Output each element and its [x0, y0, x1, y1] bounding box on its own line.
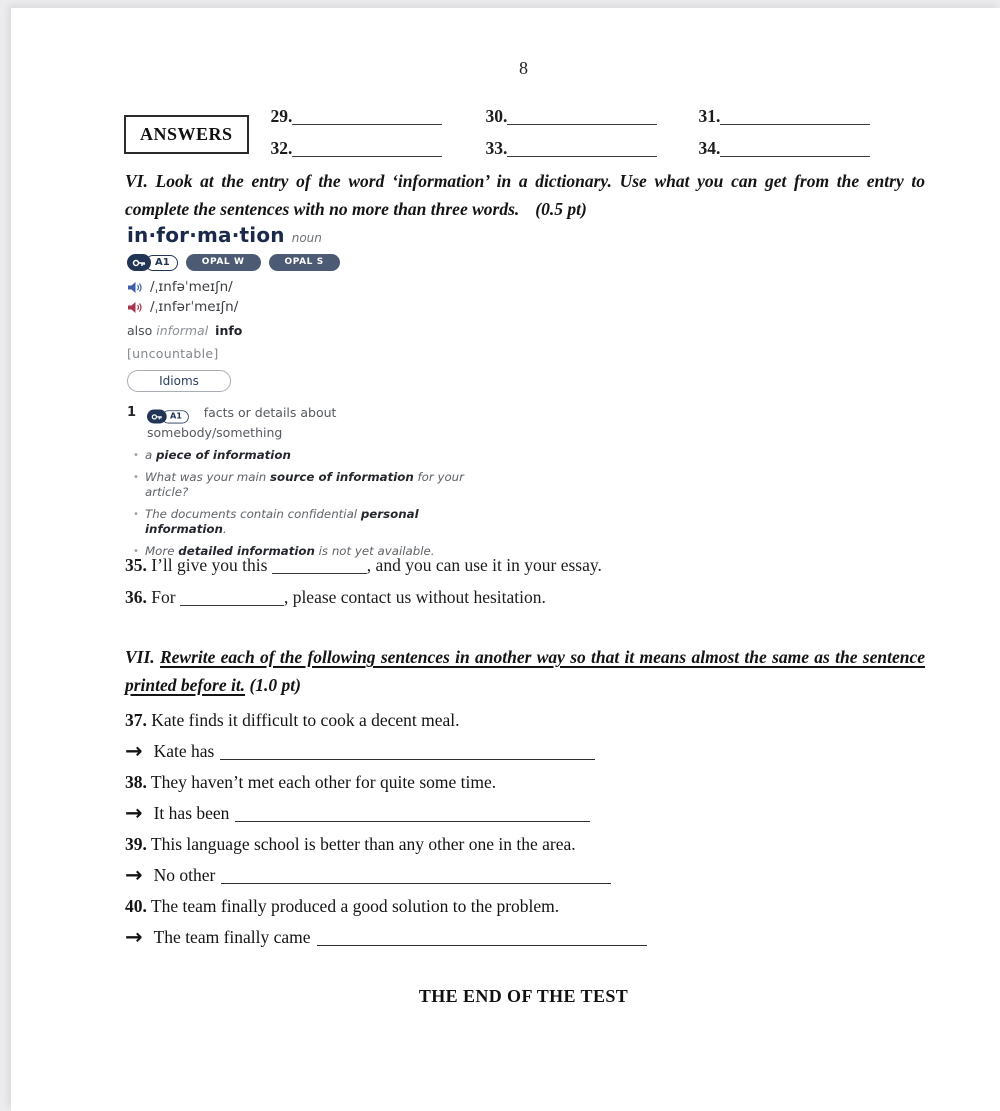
- answer-number: 30.: [485, 106, 508, 126]
- example-text: [145, 448, 475, 463]
- rewrite-sentence: [125, 829, 925, 860]
- dictionary-headword: in·for·ma·tion: [127, 223, 285, 247]
- cefr-level-badge: A1: [162, 409, 189, 422]
- key-icon: [147, 409, 167, 423]
- dictionary-example: [133, 448, 475, 463]
- speaker-icon-blue: [127, 281, 143, 294]
- question-text: , and you can use it in your essay.: [366, 555, 602, 575]
- section7-heading: [125, 644, 925, 699]
- page-number: 8: [519, 58, 528, 78]
- ipa-uk: /ˌɪnfəˈmeɪʃn/: [150, 279, 233, 295]
- question-text: I’ll give you this: [151, 555, 272, 575]
- info-short-form: info: [215, 323, 243, 338]
- dictionary-example-list: [133, 448, 475, 559]
- grammar-label: [uncountable]: [127, 346, 219, 361]
- dictionary-headword-line: [127, 223, 475, 247]
- answer-blank: [720, 142, 870, 157]
- example-segment: is not yet available.: [314, 543, 435, 558]
- bullet-icon: •: [133, 508, 139, 520]
- example-text: [145, 507, 475, 537]
- arrow-icon: →: [125, 801, 143, 825]
- answer-blank: [292, 142, 442, 157]
- answer-blank: [507, 142, 657, 157]
- section7-points: (1.0 pt): [249, 674, 301, 695]
- example-segment: More: [145, 543, 179, 558]
- arrow-icon: →: [125, 925, 143, 949]
- pronunciation-us: [127, 299, 475, 315]
- bullet-icon: •: [133, 471, 139, 483]
- answer-stem: The team finally came: [153, 927, 311, 947]
- section6-heading-text: VI. Look at the entry of the word ‘information’ in a dictionary. Use what you can get from the entry to complete the sentences with no more than three words.: [125, 171, 925, 219]
- section6-points: (0.5 pt): [535, 198, 587, 219]
- example-segment: for your article?: [145, 469, 465, 499]
- idioms-button: Idioms: [127, 370, 231, 392]
- key-icon: [127, 254, 151, 271]
- section7-heading-prefix: VII.: [125, 647, 160, 667]
- rewrite-answer-line: [125, 798, 925, 829]
- answer-stem: No other: [153, 865, 216, 885]
- sentence-text: The team finally produced a good solution to the problem.: [146, 896, 560, 916]
- question-line: [125, 581, 922, 613]
- question-number: 39.: [125, 834, 147, 854]
- pronunciation-uk: [127, 279, 475, 295]
- ipa-us: /ˌɪnfərˈmeɪʃn/: [150, 299, 239, 315]
- example-segment: piece of information: [155, 447, 291, 462]
- also-label: also: [127, 323, 153, 338]
- sentence-text: This language school is better than any other one in the area.: [146, 834, 576, 854]
- answer-number: 34.: [698, 138, 721, 158]
- answers-box-label: ANSWERS: [124, 115, 249, 154]
- answer-blank: [720, 110, 870, 125]
- section7-heading-text: Rewrite each of the following sentences in another way so that it means almost the same as the sentence printed before it.: [125, 647, 926, 695]
- answer-number: 32.: [270, 138, 293, 158]
- bullet-icon: •: [133, 449, 139, 461]
- rewrite-answer-line: [125, 860, 925, 891]
- answer-cell: [486, 104, 699, 130]
- example-segment: personal information: [145, 506, 419, 536]
- badge-row: [127, 254, 475, 271]
- opal-written-badge: OPAL W: [186, 254, 261, 271]
- question-number: 35.: [125, 555, 152, 575]
- end-of-test-label: THE END OF THE TEST: [418, 986, 629, 1006]
- answer-blank-long: [317, 931, 647, 946]
- answer-blank: [292, 110, 442, 125]
- rewrite-answer-line: [125, 922, 925, 953]
- informal-label: informal: [156, 323, 209, 338]
- question-number: 37.: [125, 710, 147, 730]
- section6-heading: [125, 168, 925, 223]
- answer-blank-long: [220, 745, 595, 760]
- example-segment: detailed information: [178, 543, 315, 558]
- cefr-level-badge: A1: [145, 255, 178, 271]
- answer-number: 29.: [270, 106, 293, 126]
- rewrite-answer-line: [125, 736, 925, 767]
- example-segment: What was your main: [145, 469, 271, 484]
- answer-stem: It has been: [153, 803, 230, 823]
- example-segment: .: [222, 521, 227, 536]
- arrow-icon: →: [125, 863, 143, 887]
- answers-section: [124, 104, 922, 162]
- sense-level-badge: [147, 409, 189, 423]
- answer-number: 33.: [485, 138, 508, 158]
- dictionary-example: [133, 507, 475, 537]
- fill-blank: [180, 591, 284, 606]
- question-number: 38.: [125, 772, 147, 792]
- answer-blank-long: [221, 869, 611, 884]
- section7-items: [125, 705, 925, 953]
- question-text: For: [151, 587, 180, 607]
- answer-cell: [486, 136, 699, 162]
- example-text: [145, 470, 475, 500]
- answer-blank-long: [235, 807, 590, 822]
- oxford-key-level-badge: [127, 254, 178, 271]
- answer-stem: Kate has: [153, 741, 215, 761]
- opal-spoken-badge: OPAL S: [269, 254, 340, 271]
- sense-body: [147, 405, 475, 441]
- answer-number: 31.: [698, 106, 721, 126]
- answer-cell: [271, 104, 486, 130]
- question-text: , please contact us without hesitation.: [283, 587, 546, 607]
- example-segment: The documents contain confidential: [145, 506, 361, 521]
- rewrite-sentence: [125, 891, 925, 922]
- speaker-icon-red: [127, 301, 143, 314]
- sentence-text: They haven’t met each other for quite some time.: [146, 772, 497, 792]
- example-segment: source of information: [270, 469, 414, 484]
- also-informal-line: [127, 323, 475, 338]
- question-number: 40.: [125, 896, 147, 916]
- sense-number: 1: [127, 405, 137, 420]
- dictionary-example: [133, 470, 475, 500]
- section7: [125, 644, 925, 953]
- answers-grid: [271, 104, 914, 162]
- example-segment: a: [145, 447, 156, 462]
- sense-definition: facts or details about somebody/something: [147, 405, 337, 440]
- fill-blank: [272, 559, 367, 574]
- rewrite-sentence: [125, 705, 925, 736]
- sense-1: [127, 405, 475, 441]
- answer-cell: [699, 104, 914, 130]
- bullet-icon: •: [133, 545, 139, 557]
- arrow-icon: →: [125, 739, 143, 763]
- question-number: 36.: [125, 587, 152, 607]
- section6-questions: [125, 549, 922, 613]
- answer-cell: [699, 136, 914, 162]
- rewrite-sentence: [125, 767, 925, 798]
- sentence-text: Kate finds it difficult to cook a decent meal.: [146, 710, 460, 730]
- dictionary-entry: [127, 223, 475, 559]
- part-of-speech: noun: [291, 231, 322, 245]
- answer-blank: [507, 110, 657, 125]
- question-line: [125, 549, 922, 581]
- answer-cell: [271, 136, 486, 162]
- document-page: [11, 8, 1000, 1111]
